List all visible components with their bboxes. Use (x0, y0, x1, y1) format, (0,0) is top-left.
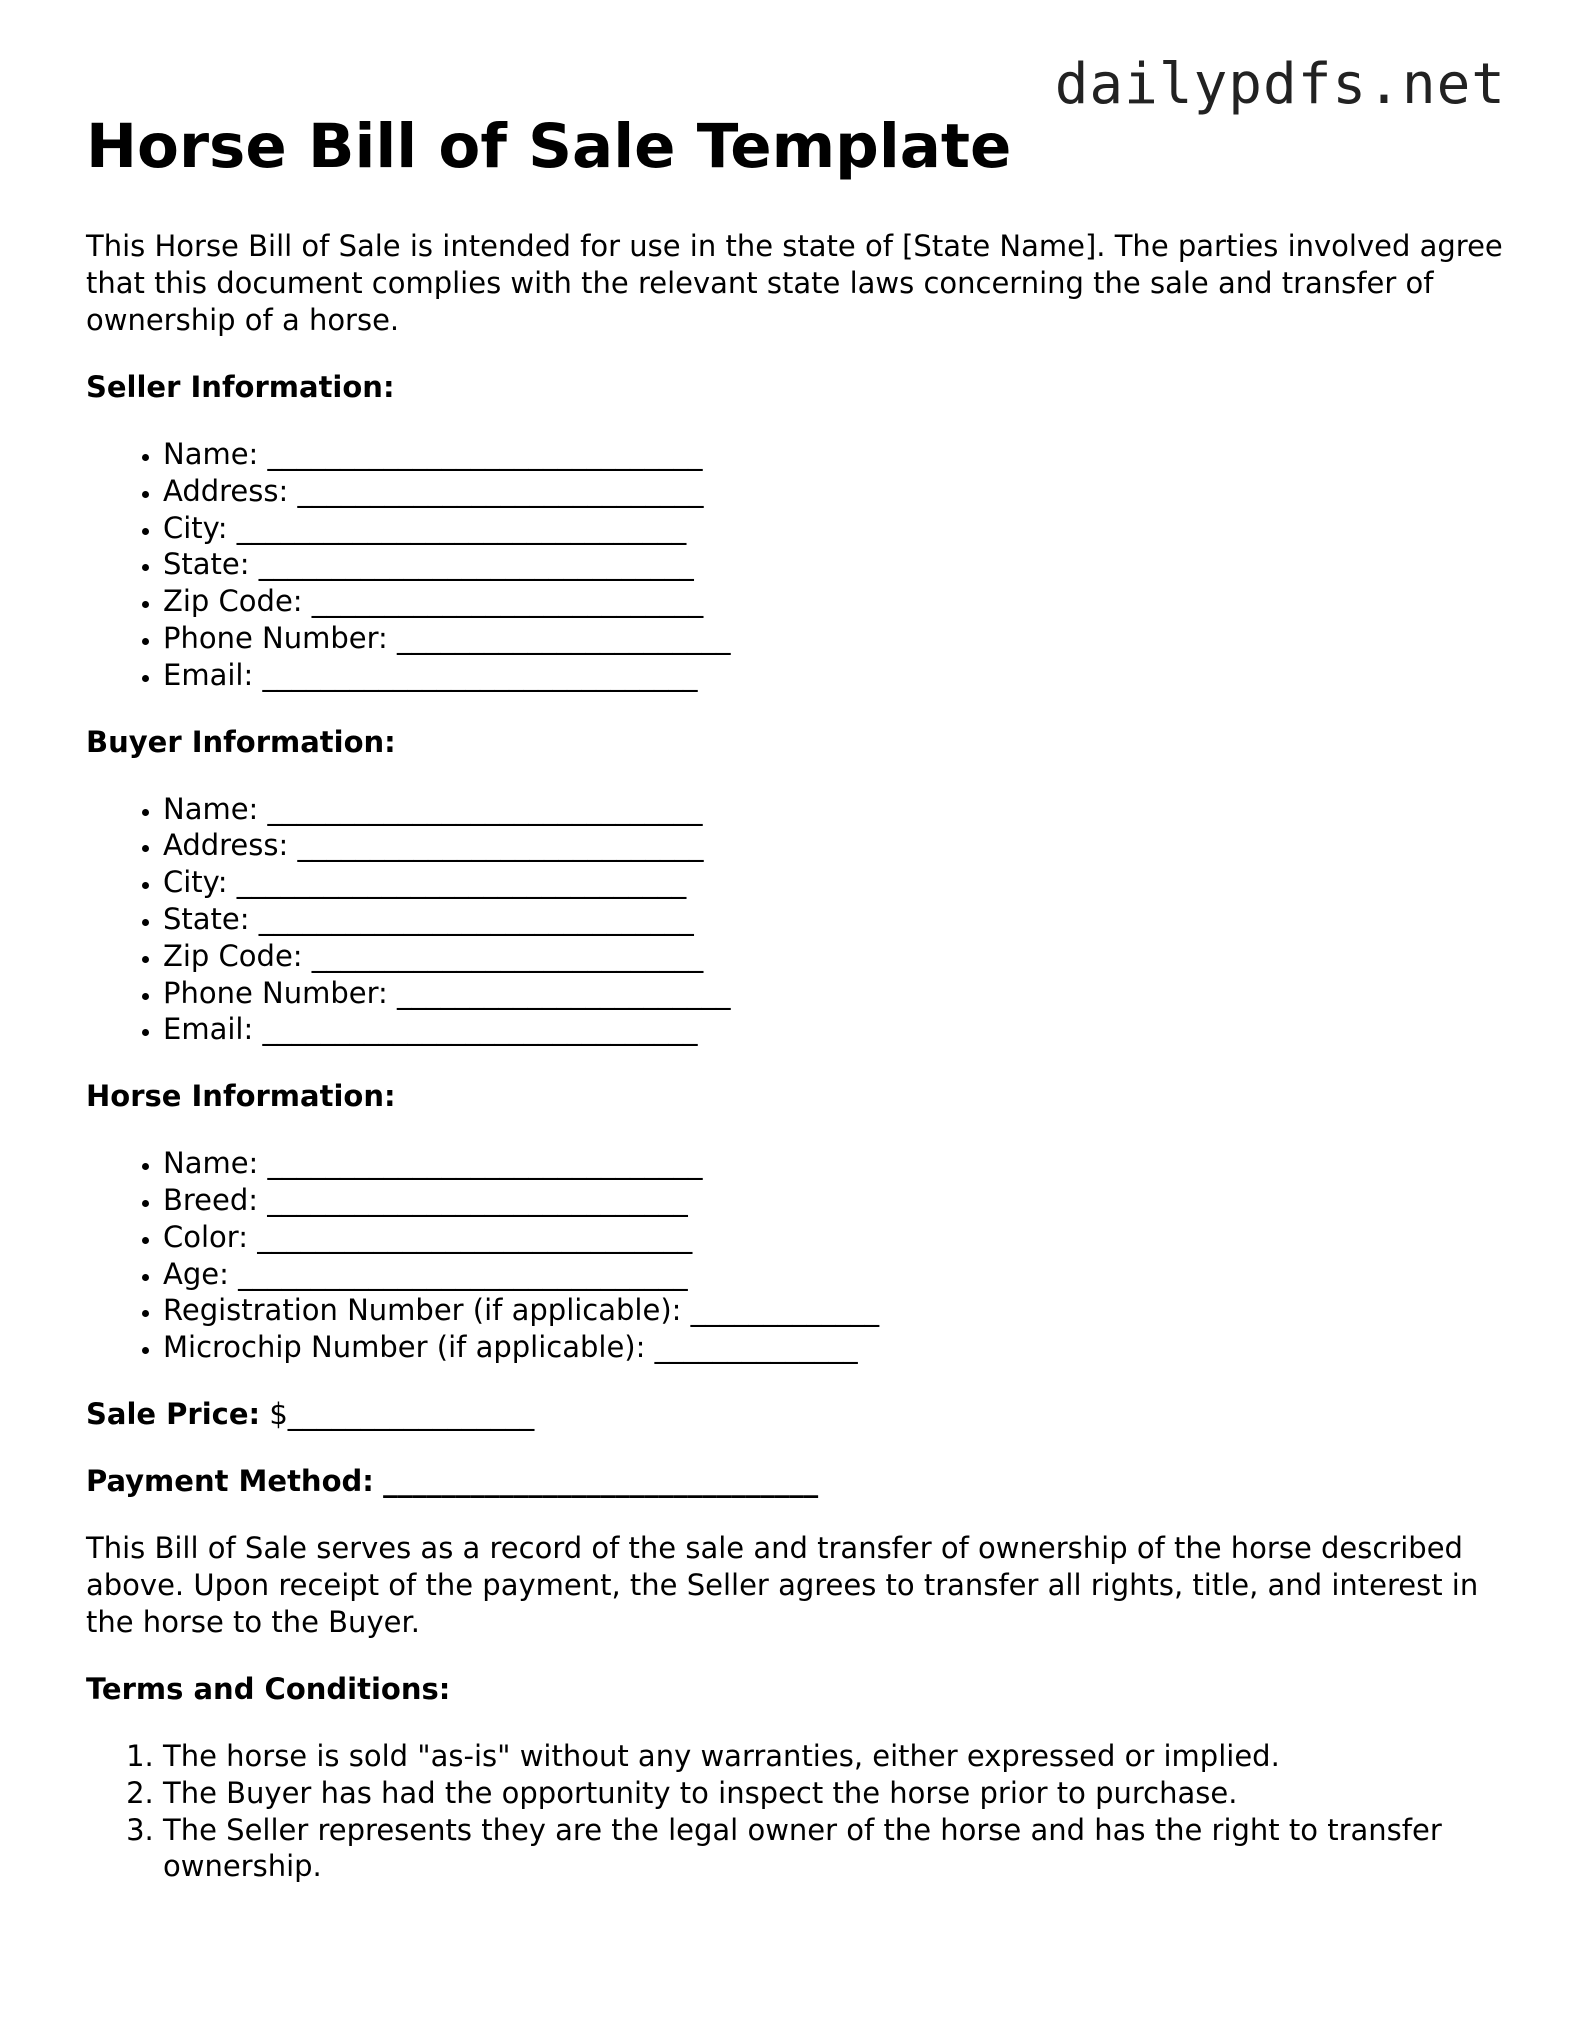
seller-fields-list (86, 436, 1506, 694)
buyer-phone-field: • Phone Number: _______________________ (163, 975, 1506, 1012)
horse-color-field: • Color: ______________________________ (163, 1219, 1506, 1256)
seller-zip-field: • Zip Code: ___________________________ (163, 583, 1506, 620)
seller-state-field: • State: ______________________________ (163, 546, 1506, 583)
horse-microchip-field: • Microchip Number (if applicable): ______________ (163, 1329, 1506, 1366)
terms-list (86, 1738, 1506, 1885)
seller-phone-field: • Phone Number: _______________________ (163, 620, 1506, 657)
buyer-fields-list (86, 791, 1506, 1049)
payment-method-line (86, 1463, 1506, 1500)
term-item: 2. The Buyer has had the opportunity to inspect the horse prior to purchase. (163, 1775, 1506, 1812)
buyer-address-field: • Address: ____________________________ (163, 827, 1506, 864)
buyer-email-field: • Email: ______________________________ (163, 1011, 1506, 1048)
buyer-name-field: • Name: ______________________________ (163, 791, 1506, 828)
horse-breed-field: • Breed: _____________________________ (163, 1182, 1506, 1219)
horse-fields-list (86, 1145, 1506, 1366)
seller-email-field: • Email: ______________________________ (163, 657, 1506, 694)
seller-city-field: • City: _______________________________ (163, 510, 1506, 547)
watermark: dailypdfs.net (1054, 52, 1506, 117)
sale-price-blank: $_________________ (269, 1396, 535, 1431)
seller-address-field: • Address: ____________________________ (163, 473, 1506, 510)
buyer-city-field: • City: _______________________________ (163, 864, 1506, 901)
page-title: Horse Bill of Sale Template (86, 111, 1012, 182)
buyer-state-field: • State: ______________________________ (163, 901, 1506, 938)
buyer-zip-field: • Zip Code: ___________________________ (163, 938, 1506, 975)
term-item: 3. The Seller represents they are the legal owner of the horse and has the right to transfer ownership. (163, 1812, 1506, 1886)
document-page (86, 112, 1506, 1915)
terms-heading: Terms and Conditions: (86, 1671, 451, 1706)
intro-paragraph: This Horse Bill of Sale is intended for use in the state of [State Name]. The parties involved agree that this document complies with the relevant state laws concerning the sale and transfer of ownership of a horse. (86, 229, 1503, 337)
horse-registration-field: • Registration Number (if applicable): _____________ (163, 1292, 1506, 1329)
payment-method-label: Payment Method: (86, 1463, 374, 1498)
sale-price-line (86, 1396, 1506, 1433)
seller-name-field: • Name: ______________________________ (163, 436, 1506, 473)
term-item: 1. The horse is sold "as-is" without any warranties, either expressed or implied. (163, 1738, 1506, 1775)
sale-price-label: Sale Price: (86, 1396, 261, 1431)
horse-age-field: • Age: _______________________________ (163, 1256, 1506, 1293)
horse-heading: Horse Information: (86, 1079, 396, 1114)
seller-heading: Seller Information: (86, 370, 395, 404)
buyer-heading: Buyer Information: (86, 724, 396, 759)
horse-name-field: • Name: ______________________________ (163, 1145, 1506, 1182)
payment-method-blank: ______________________________ (383, 1463, 819, 1498)
record-statement: This Bill of Sale serves as a record of the sale and transfer of ownership of the horse described above. Upon receipt of the payment, the Seller agrees to transfer all rights, title, and interest in the horse to the Buyer. (86, 1530, 1479, 1639)
